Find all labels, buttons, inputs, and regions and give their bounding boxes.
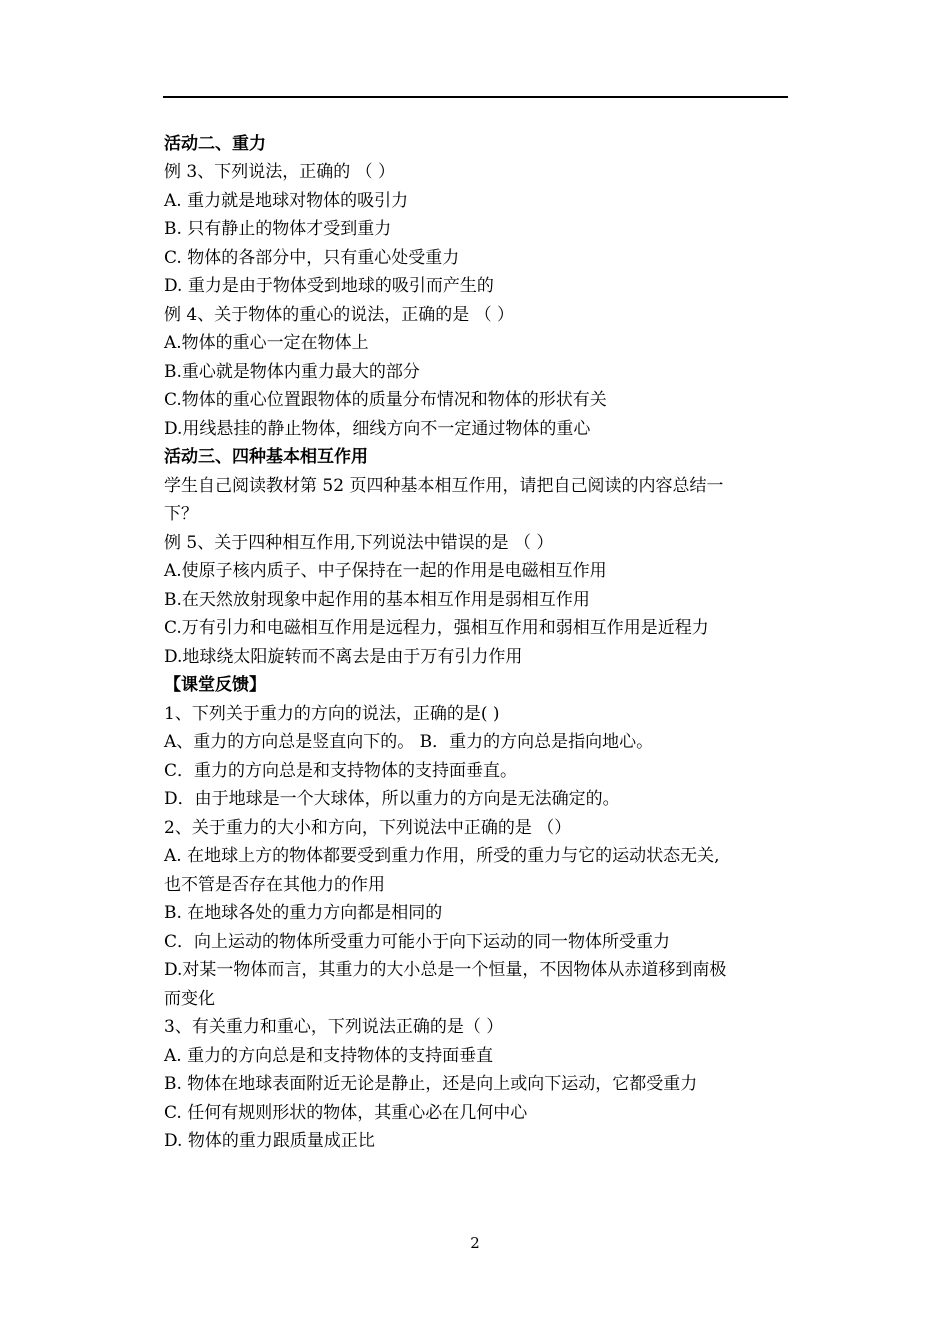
text-line: 下？ — [164, 504, 198, 524]
text-line: 例 3、下列说法，正确的 （ ） — [164, 162, 396, 182]
text-line: B.重心就是物体内重力最大的部分 — [164, 362, 420, 382]
heading-activity-2: 活动二、重力 — [164, 134, 266, 154]
text-line: D. 物体的重力跟质量成正比 — [164, 1131, 375, 1151]
text-line: 例 4、关于物体的重心的说法，正确的是 （ ） — [164, 305, 515, 325]
header-rule — [163, 96, 788, 98]
text-line: B. 物体在地球表面附近无论是静止，还是向上或向下运动，它都受重力 — [164, 1074, 698, 1094]
text-line: 学生自己阅读教材第 52 页四种基本相互作用，请把自己阅读的内容总结一 — [164, 476, 724, 496]
text-line: A. 重力就是地球对物体的吸引力 — [164, 191, 409, 211]
text-line: B. 在地球各处的重力方向都是相同的 — [164, 903, 443, 923]
heading-activity-3: 活动三、四种基本相互作用 — [164, 447, 368, 467]
text-line: A. 重力的方向总是和支持物体的支持面垂直 — [164, 1046, 494, 1066]
text-line: C．向上运动的物体所受重力可能小于向下运动的同一物体所受重力 — [164, 932, 671, 952]
text-line: A.使原子核内质子、中子保持在一起的作用是电磁相互作用 — [164, 561, 607, 581]
text-line: C. 物体的各部分中，只有重心处受重力 — [164, 248, 460, 268]
text-line: D．由于地球是一个大球体，所以重力的方向是无法确定的。 — [164, 789, 620, 809]
text-line: 也不管是否存在其他力的作用 — [164, 875, 385, 895]
text-line: 3、有关重力和重心，下列说法正确的是（ ） — [164, 1017, 504, 1037]
heading-class-feedback: 【课堂反馈】 — [164, 675, 266, 695]
text-line: A. 在地球上方的物体都要受到重力作用，所受的重力与它的运动状态无关, — [164, 846, 720, 866]
text-line: B.在天然放射现象中起作用的基本相互作用是弱相互作用 — [164, 590, 590, 610]
text-line: 2、关于重力的大小和方向，下列说法中正确的是 （） — [164, 818, 572, 838]
text-line: A、重力的方向总是竖直向下的。 B．重力的方向总是指向地心。 — [164, 732, 654, 752]
text-line: D.用线悬挂的静止物体，细线方向不一定通过物体的重心 — [164, 419, 591, 439]
text-line: 而变化 — [164, 989, 215, 1009]
text-line: D. 重力是由于物体受到地球的吸引而产生的 — [164, 276, 494, 296]
text-line: 例 5、关于四种相互作用,下列说法中错误的是 （ ） — [164, 533, 554, 553]
text-line: A.物体的重心一定在物体上 — [164, 333, 369, 353]
text-line: 1、下列关于重力的方向的说法，正确的是( ) — [164, 704, 500, 724]
text-line: C.万有引力和电磁相互作用是远程力，强相互作用和弱相互作用是近程力 — [164, 618, 709, 638]
text-line: C．重力的方向总是和支持物体的支持面垂直。 — [164, 761, 518, 781]
text-line: D.地球绕太阳旋转而不离去是由于万有引力作用 — [164, 647, 523, 667]
text-line: C. 任何有规则形状的物体，其重心必在几何中心 — [164, 1103, 528, 1123]
page-number: 2 — [470, 1234, 480, 1252]
text-line: B. 只有静止的物体才受到重力 — [164, 219, 392, 239]
text-line: D.对某一物体而言，其重力的大小总是一个恒量，不因物体从赤道移到南极 — [164, 960, 727, 980]
text-line: C.物体的重心位置跟物体的质量分布情况和物体的形状有关 — [164, 390, 607, 410]
